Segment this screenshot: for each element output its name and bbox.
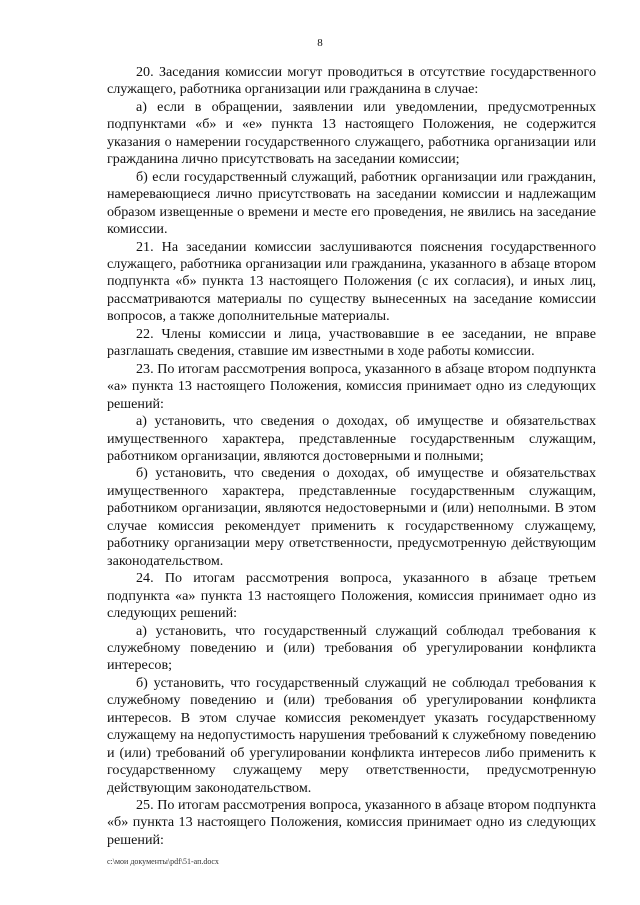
paragraph-24: 24. По итогам рассмотрения вопроса, указанного в абзаце третьем подпункта «а» пункта 13 настоящего Положения, комиссия принимает одно из следующих решений: [107, 570, 596, 622]
paragraph-20: 20. Заседания комиссии могут проводиться в отсутствие государственного служащего, работника организации или гражданина в случае: [107, 64, 596, 98]
footer-file-path: c:\мои документы\pdf\51-ап.docx [107, 857, 219, 866]
paragraph-24-a: а) установить, что государственный служащий соблюдал требования к служебному поведению и (или) требования об урегулировании конфликта интересов; [107, 622, 596, 674]
page-number: 8 [317, 37, 323, 49]
paragraph-22: 22. Члены комиссии и лица, участвовавшие в ее заседании, не вправе разглашать сведения, ставшие им известными в ходе работы комиссии. [107, 325, 596, 360]
paragraph-25: 25. По итогам рассмотрения вопроса, указанного в абзаце втором подпункта «б» пункта 13 настоящего Положения, комиссия принимает одно из следующих решений: [107, 797, 596, 848]
document-body [107, 64, 596, 849]
paragraph-21: 21. На заседании комиссии заслушиваются пояснения государственного служащего, работника организации или гражданина, указанного в абзаце втором подпункта «б» пункта 13 настоящего Положения (с их согласия), и иных лиц, рассматриваются материалы по существу вынесенных на заседание комиссии вопросов, а также дополнительные материалы. [107, 238, 596, 325]
paragraph-23-b: б) установить, что сведения о доходах, об имуществе и обязательствах имущественного характера, представленные государственным служащим, работником организации, являются недостоверными и (или) неполными. В этом случае комиссия рекомендует применить к государственному служащему, работнику организации меру ответственности, предусмотренную действующим законодательством. [107, 465, 596, 569]
paragraph-23-a: а) установить, что сведения о доходах, об имуществе и обязательствах имущественного характера, представленные государственным служащим, работником организации, являются достоверными и полными; [107, 413, 596, 464]
paragraph-20-a: а) если в обращении, заявлении или уведомлении, предусмотренных подпунктами «б» и «е» пункта 13 настоящего Положения, не содержится указания о намерении государственного служащего, работника организации или гражданина лично присутствовать на заседании комиссии; [107, 98, 596, 168]
paragraph-24-b: б) установить, что государственный служащий не соблюдал требования к служебному поведению и (или) требования об урегулировании конфликта интересов. В этом случае комиссия рекомендует указать государственному служащему на недопустимость нарушения требований к служебному поведению и (или) требований об урегулировании конфликта интересов либо применить к государственному служащему меру ответственности, предусмотренную действующим законодательством. [107, 674, 596, 796]
paragraph-23: 23. По итогам рассмотрения вопроса, указанного в абзаце втором подпункта «а» пункта 13 настоящего Положения, комиссия принимает одно из следующих решений: [107, 360, 596, 412]
paragraph-20-b: б) если государственный служащий, работник организации или гражданин, намеревающиеся лично присутствовать на заседании комиссии и надлежащим образом извещенные о времени и месте его проведения, не явились на заседание комиссии. [107, 168, 596, 238]
